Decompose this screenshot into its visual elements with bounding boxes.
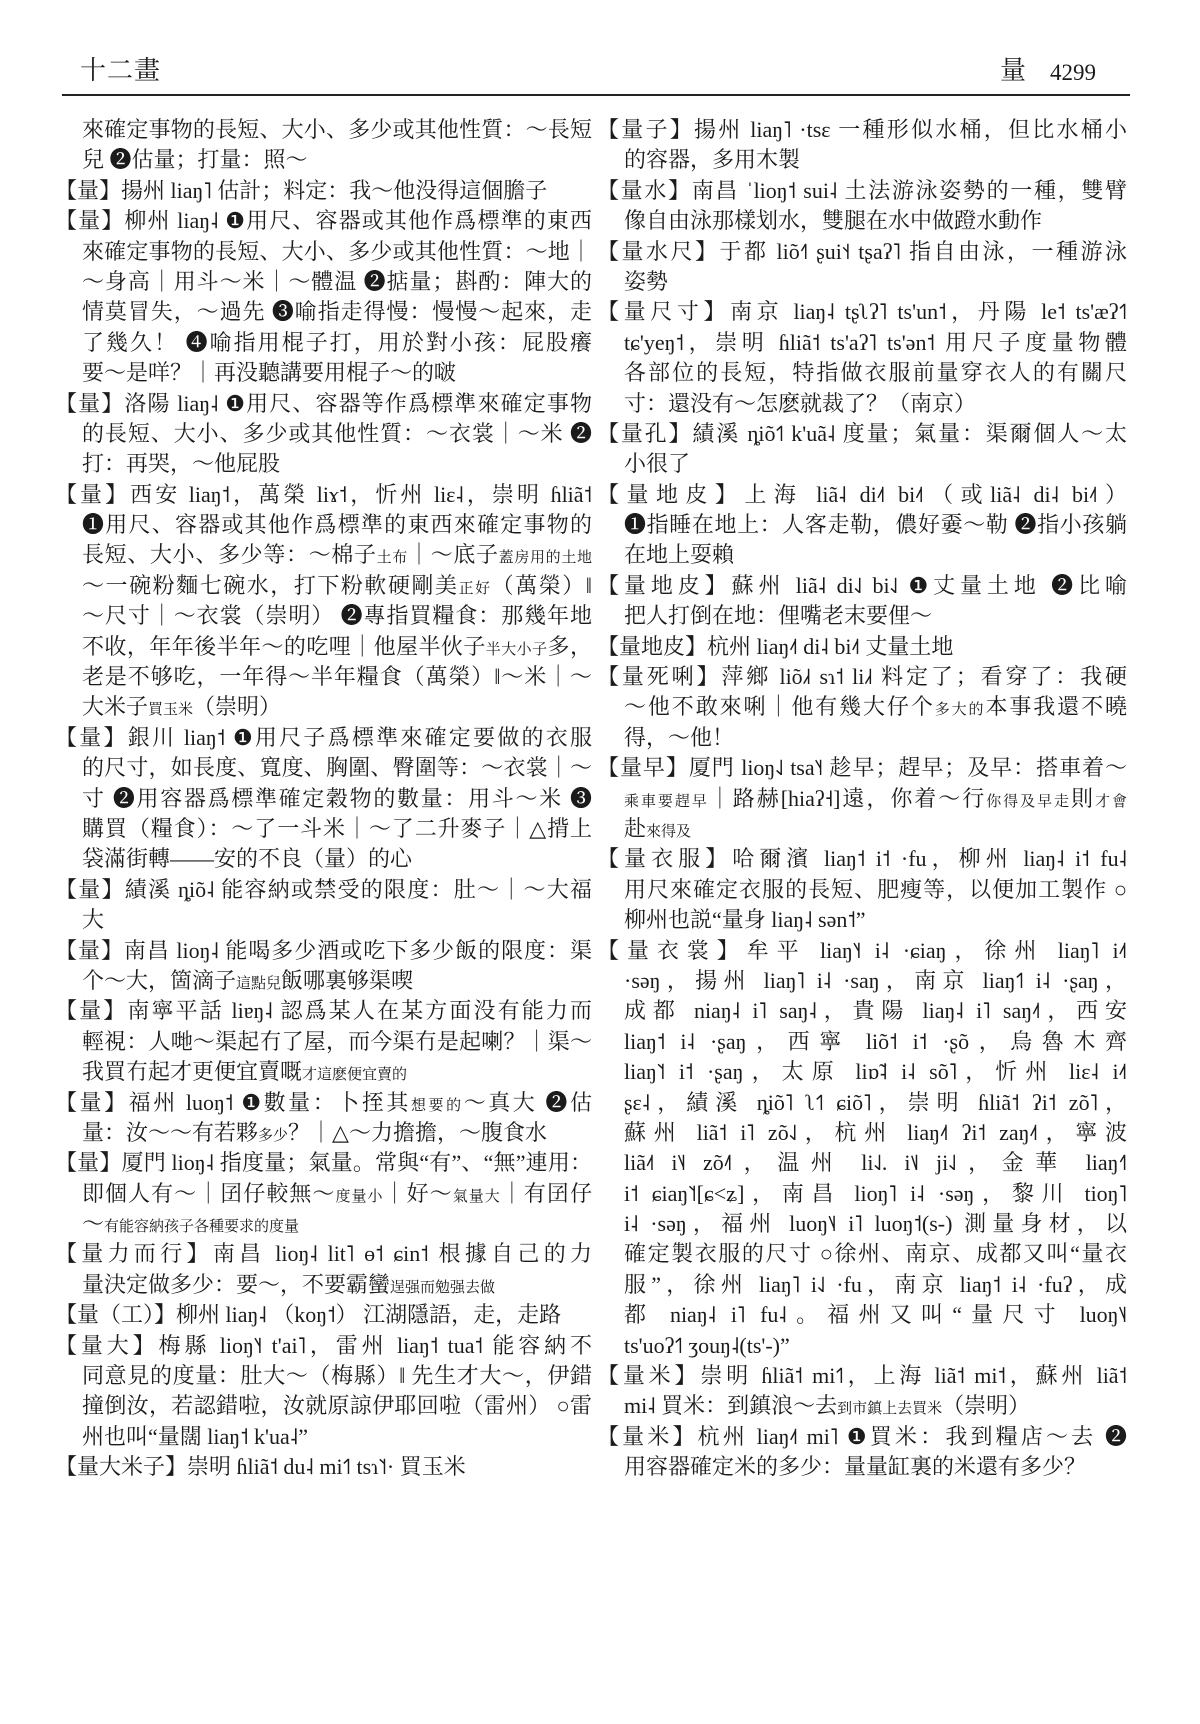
entry-head-line	[597, 237, 1127, 267]
gloss-note: 有能容納孩子各種要求的度量	[104, 1219, 300, 1236]
line-text: 用尺來確定衣服的長短、肥瘦等，以便加工製作 ○	[624, 876, 1127, 902]
dictionary-entry	[55, 1300, 592, 1330]
dictionary-entry	[55, 389, 592, 480]
left-column	[55, 115, 592, 1483]
gloss-note: 你得及早走	[986, 793, 1072, 810]
entry-head-line	[55, 1452, 592, 1482]
line-text: 寸 ❷用容器爲標準確定穀物的數量：用斗～米 ❸	[82, 785, 592, 811]
entry-line	[55, 1179, 592, 1209]
line-text: 確定製衣服的尺寸 ○徐州、南京、成都又叫“量衣	[624, 1241, 1127, 1267]
right-column	[597, 115, 1127, 1483]
dictionary-entry	[597, 419, 1127, 480]
line-text: 姿勢	[624, 268, 669, 294]
line-text: mi˨ 買米：到鎮浪～去	[624, 1393, 838, 1419]
gloss-note: 多大的	[934, 702, 986, 719]
entry-line	[55, 571, 592, 601]
entry-head-line	[597, 115, 1127, 145]
entry-line	[597, 1118, 1127, 1148]
line-text: 【量】西安 liaŋ˦，萬榮 liɤ˦，忻州 liɛ˨，崇明 ɦliã˦	[55, 481, 592, 507]
gloss-note: 度量小	[335, 1188, 384, 1205]
dictionary-entry	[55, 1331, 592, 1453]
line-text: ～真大 ❷估	[463, 1089, 592, 1115]
entry-head-line	[55, 1331, 592, 1361]
entry-head-line	[597, 419, 1127, 449]
entry-head-line	[55, 936, 592, 966]
entry-line	[597, 1300, 1127, 1330]
line-text: 【量大】梅縣 lioŋ˥˧ t'ai˥，雷州 liaŋ˦ tua˦ 能容納不	[55, 1332, 592, 1358]
line-text: 【量力而行】南昌 lioŋ˨ lit˥ ɵ˦ ɕin˦ 根據自己的力	[55, 1241, 592, 1267]
line-text: 【量（工）】柳州 liaŋ˨ （koŋ˦） 江湖隱語，走，走路	[55, 1302, 562, 1328]
entry-line	[597, 723, 1127, 753]
entry-head-line	[55, 1148, 592, 1178]
entry-head-line	[55, 1088, 592, 1118]
entry-head-line	[597, 1361, 1127, 1391]
line-text: 要～是咩？｜再没聽講要用棍子～的啵	[82, 360, 457, 386]
entry-line	[55, 784, 592, 814]
gloss-note: 想要的	[411, 1097, 464, 1114]
line-text: liã˨˦ i˥˨ zõ˨˥，温州 li˨˩. i˦˩ ji˨˩，金華 liaŋ˧˥	[624, 1150, 1127, 1176]
line-text: 來確定事物的長短、大小、多少或其他性質：～長短	[82, 117, 592, 142]
gloss-note: 土布	[376, 550, 408, 567]
dictionary-entry	[597, 1422, 1127, 1483]
entry-line	[55, 297, 592, 327]
gloss-note: 來得及	[646, 823, 692, 840]
line-text: （萬榮）‖	[491, 572, 592, 598]
line-text: 【量】柳州 liaŋ˨ ❶用尺、容器或其他作爲標準的東西	[55, 208, 592, 234]
line-text: 【量早】厦門 lioŋ˨˩ tsa˥˧ 趁早；趕早；及早：搭車着～	[597, 755, 1127, 781]
line-text: 大	[82, 907, 105, 933]
dictionary-entry	[597, 844, 1127, 935]
gloss-note: 才這麽便宜賣的	[302, 1067, 408, 1084]
entry-line	[55, 905, 592, 935]
line-text: 的尺寸，如長度、寬度、胸圍、臀圍等：～衣裳｜～	[82, 755, 592, 781]
line-text: 【量米】崇明 ɦliã˦ mi˦˥，上海 liã˦ mi˦，蘇州 liã˦	[597, 1363, 1127, 1389]
line-text: 來確定事物的長短、大小、多少或其他性質：～地｜	[82, 238, 592, 264]
running-headword: 量	[1000, 56, 1027, 85]
entry-line	[597, 1331, 1127, 1361]
line-text: 蘇州 liã˦ i˥ zõ˨˩，杭州 liaŋ˨˦ ʔi˦ zaŋ˨˦，寧波	[624, 1119, 1127, 1145]
dictionary-entry	[55, 1239, 592, 1300]
entry-line	[597, 905, 1127, 935]
entry-line	[55, 692, 592, 722]
line-text: 長短、大小、多少等：～棉子	[82, 542, 377, 568]
entry-line	[597, 966, 1127, 996]
dictionary-entry	[55, 875, 592, 936]
gloss-note: 蓋房用的土地	[498, 550, 592, 567]
entry-line	[55, 662, 592, 692]
line-text: 像自由泳那樣划水，雙腿在水中做蹬水動作	[624, 208, 1043, 234]
line-text: ～他不敢來唎｜他有幾大仔个	[624, 694, 935, 720]
line-text: 【量尺寸】南京 liaŋ˨ tʂʅʔ˥ ts'un˦，丹陽 le˦ ts'æʔ˦˥	[597, 299, 1127, 325]
line-text: 【量】厦門 lioŋ˨ 指度量；氣量。常與“有”、“無”連用：	[55, 1150, 592, 1176]
line-text: ｜好～	[383, 1180, 453, 1206]
line-text: 柳州也説“量身 liaŋ˨ sən˦”	[624, 907, 866, 933]
dictionary-entry	[597, 662, 1127, 753]
entry-line	[55, 814, 592, 844]
line-text: 我買冇起才更便宜賣嘅	[82, 1059, 303, 1085]
line-text: 【量】福州 luoŋ˦ ❶數量：卜挃其	[55, 1089, 411, 1115]
gloss-note: 這點兒	[236, 975, 282, 992]
line-text: 【量米】杭州 liaŋ˨˦ mi˥ ❶買米：我到糧店～去 ❷	[597, 1423, 1127, 1449]
line-text: ？｜△～力擔擔，～腹食水	[288, 1119, 547, 1145]
entry-line	[597, 1179, 1127, 1209]
line-text: 【量地皮】蘇州 liã˨ di˨˩ bi˨˩ ❶丈量土地 ❷比喻	[597, 572, 1127, 598]
line-text: 服”，徐州 liaŋ˥ i˨˩ ·fu，南京 liaŋ˦ i˨ ·fuʔ，成	[624, 1271, 1127, 1297]
gloss-note: 到市鎮上去買米	[837, 1401, 943, 1418]
entry-head-line	[55, 1300, 592, 1330]
entry-line	[55, 145, 592, 175]
entry-line	[597, 692, 1127, 722]
line-text: 州也叫“量闊 liaŋ˦ k'ua˨”	[82, 1423, 308, 1449]
entry-line	[597, 540, 1127, 570]
line-text: （崇明）	[193, 694, 282, 720]
line-text: 老是不够吃，一年得～半年糧食（萬榮）‖～米｜～	[82, 664, 592, 690]
line-text: 的容器，多用木製	[624, 147, 801, 173]
line-text: ～身高｜用斗～米｜～體温 ❷掂量；斟酌：陣大的	[82, 268, 592, 294]
entry-line	[597, 1391, 1127, 1421]
entry-line	[55, 966, 592, 996]
line-text: 輕視：人哋～渠起冇了屋，而今渠冇是起喇？｜渠～	[82, 1028, 592, 1054]
entry-line	[55, 601, 592, 631]
entry-line	[597, 1148, 1127, 1178]
line-text: ～	[82, 1211, 105, 1237]
entry-line	[55, 632, 592, 662]
dictionary-entry	[55, 1088, 592, 1149]
line-text: 量決定做多少：要～，不要霸蠻	[82, 1271, 391, 1297]
line-text: 撞倒汝，若認錯啦，汝就原諒伊耶回啦（雷州） ○雷	[82, 1393, 592, 1419]
line-text: 寸：還没有～怎麽就裁了？（南京）	[624, 390, 977, 416]
gloss-note: 氣量大	[452, 1188, 501, 1205]
dictionary-entry	[597, 632, 1127, 662]
line-text: ～尺寸｜～衣裳（崇明） ❷專指買糧食：那幾年地	[82, 603, 592, 629]
line-text: tɕ'yeŋ˦，崇明 ɦliã˦ ts'aʔ˥ ts'ən˦ 用尺子度量物體	[624, 329, 1127, 355]
entry-line	[55, 1027, 592, 1057]
line-text: 得，～他！	[624, 724, 735, 750]
line-text: 【量衣裳】牟平 liaŋ˥˧ i˨ ·ɕiaŋ，徐州 liaŋ˥ i˨˦	[597, 937, 1127, 963]
entry-line	[55, 1422, 592, 1452]
line-text: 在地上耍賴	[624, 542, 735, 568]
dictionary-entry	[597, 237, 1127, 298]
entry-line	[597, 328, 1127, 358]
line-text: 赴	[624, 815, 647, 841]
line-text: liaŋ˥˦ i˦ ·ʂaŋ，太原 liɒ̃˨ i˨ sõ˥，忻州 liɛ˨ i˨˦	[624, 1059, 1127, 1085]
entry-line	[55, 449, 592, 479]
entry-line	[55, 1270, 592, 1300]
entry-line	[597, 1452, 1127, 1482]
dictionary-entry	[597, 571, 1127, 632]
entry-head-line	[55, 1239, 592, 1269]
entry-line	[597, 1027, 1127, 1057]
line-text: ｜有囝仔	[500, 1180, 592, 1206]
dictionary-entry	[597, 115, 1127, 176]
line-text: 袋滿街轉——安的不良（量）的心	[82, 846, 413, 872]
entry-line	[55, 753, 592, 783]
entry-line	[55, 358, 592, 388]
line-text: ❶用尺、容器或其他作爲標準的東西來確定事物的	[82, 512, 592, 538]
entry-line	[55, 328, 592, 358]
line-text: i˨ ·səŋ，福州 luoŋ˥˨ i˥ luoŋ˦(s-) 測量身材，以	[624, 1211, 1127, 1237]
entry-line	[55, 115, 592, 145]
gloss-note: 半大小子	[485, 641, 548, 658]
section-label: 十二畫	[80, 56, 162, 85]
entry-head-line	[55, 996, 592, 1026]
entry-line	[55, 1209, 592, 1239]
entry-head-line	[55, 206, 592, 236]
line-text: 即個人有～｜囝仔較無～	[82, 1180, 336, 1206]
page-number: 4299	[1050, 60, 1096, 85]
line-text: 都 niaŋ˨ i˥ fu˨。福州又叫“量尺寸 luoŋ˥˨	[624, 1302, 1127, 1328]
entry-head-line	[597, 753, 1127, 783]
entry-line	[597, 1270, 1127, 1300]
line-text: 飯哪裏够渠喫	[281, 967, 414, 993]
entry-head-line	[597, 176, 1127, 206]
entry-line	[55, 540, 592, 570]
line-text: ts'uoʔ˦˥ ʒouŋ˨(ts'-)”	[624, 1332, 790, 1358]
dictionary-entry	[597, 297, 1127, 419]
entry-head-line	[597, 571, 1127, 601]
entry-head-line	[55, 723, 592, 753]
line-text: ｜路赫[hiaʔ˧]遠，你着～行	[708, 785, 987, 811]
entry-head-line	[55, 875, 592, 905]
entry-line	[55, 237, 592, 267]
entry-head-line	[597, 844, 1127, 874]
line-text: 【量衣服】哈爾濱 liaŋ˦ i˦ ·fu，柳州 liaŋ˨ i˦ fu˨	[597, 846, 1127, 872]
entry-line	[55, 1361, 592, 1391]
line-text: （崇明）	[942, 1393, 1031, 1419]
entry-head-line	[597, 662, 1127, 692]
entry-line	[55, 419, 592, 449]
entry-head-line	[55, 389, 592, 419]
entry-line	[55, 1118, 592, 1148]
line-text: liaŋ˦ i˨ ·ʂaŋ，西寧 liõ˦ i˦ ·ʂõ，烏魯木齊	[624, 1028, 1127, 1054]
entry-line	[597, 875, 1127, 905]
header-rule	[62, 94, 1130, 96]
line-text: 同意見的度量：肚大～（梅縣）‖ 先生才大～，伊錯	[82, 1363, 592, 1389]
entry-head-line	[597, 297, 1127, 327]
line-text: 【量子】揚州 liaŋ˥ ·tsɛ 一種形似水桶，但比水桶小	[597, 117, 1127, 142]
line-text: 不收，年年後半年～的吃哩｜他屋半伙子	[82, 633, 486, 659]
line-text: 【量大米子】崇明 ɦliã˦ du˨ mi˦˥ tsɿ˥˦· 買玉米	[55, 1454, 466, 1480]
dictionary-entry	[55, 936, 592, 997]
entry-line	[597, 267, 1127, 297]
line-text: ～一碗粉麵七碗水，打下粉軟硬剛美	[82, 572, 459, 598]
line-text: 【量】洛陽 liaŋ˨ ❶用尺、容器等作爲標準來確定事物	[55, 390, 592, 416]
entry-line	[597, 510, 1127, 540]
line-text: 个～大，箇滴子	[82, 967, 237, 993]
gloss-note: 買玉米	[148, 702, 194, 719]
entry-line	[597, 145, 1127, 175]
line-text: 成都 niaŋ˨ i˥ saŋ˨，貴陽 liaŋ˨ i˥ saŋ˨˦，西安	[624, 998, 1127, 1024]
line-text: ｜～底子	[407, 542, 499, 568]
line-text: 【量孔】績溪 ȵiõ˦˥ k'uã˨ 度量；氣量：渠爾個人～太	[597, 420, 1127, 446]
dictionary-entry	[597, 753, 1127, 844]
dictionary-entry	[55, 115, 592, 176]
line-text: 打：再哭，～他屁股	[82, 451, 281, 477]
line-text: 【量死唎】萍鄉 liõ˩˧ sɿ˦ li˩˧ 料定了；看穿了：我硬	[597, 664, 1127, 690]
gloss-note: 才會	[1095, 793, 1127, 810]
gloss-note: 乘車要趕早	[624, 793, 709, 810]
entry-line	[597, 814, 1127, 844]
dictionary-entry	[55, 996, 592, 1087]
dictionary-entry	[55, 480, 592, 723]
line-text: 【量地皮】杭州 liaŋ˨˦ di˨ bi˨˦ 丈量土地	[597, 633, 954, 659]
entry-line	[597, 449, 1127, 479]
entry-head-line	[597, 480, 1127, 510]
entry-line	[597, 358, 1127, 388]
gloss-note: 正好	[458, 580, 492, 597]
line-text: 量：汝～～有若夥	[82, 1119, 259, 1145]
line-text: 【量】南寧平話 liɐŋ˨ 認爲某人在某方面没有能力而	[55, 998, 592, 1024]
line-text: ·səŋ，揚州 liaŋ˥ i˨ ·saŋ，南京 liaŋ˦˥ i˨ ·ʂaŋ，	[624, 967, 1127, 993]
line-text: 【量水】南昌 ˈlioŋ˦ sui˨ 土法游泳姿勢的一種，雙臂	[597, 177, 1127, 203]
line-text: 購買（糧食）：～了一斗米｜～了二升麥子｜△揹上	[82, 815, 592, 841]
entry-line	[597, 1057, 1127, 1087]
dictionary-entry	[597, 176, 1127, 237]
entry-line	[597, 601, 1127, 631]
line-text: 用容器確定米的多少：量量缸裏的米還有多少？	[624, 1454, 1087, 1480]
entry-line	[55, 1391, 592, 1421]
line-text: 把人打倒在地：俚嘴老末要俚～	[624, 603, 933, 629]
entry-head-line	[55, 480, 592, 510]
entry-line	[55, 267, 592, 297]
entry-line	[597, 784, 1127, 814]
line-text: 【量】績溪 ȵiõ˨ 能容納或禁受的限度：肚～｜～大福	[55, 876, 592, 902]
entry-line	[55, 844, 592, 874]
entry-line	[55, 510, 592, 540]
line-text: ʂɛ˨，績溪 ȵiõ˥ ʅ˦˥ ɕiõ˥，崇明 ɦliã˦ ʔi˦ zõ˥，	[624, 1089, 1127, 1115]
line-text: 【量地皮】上海 liã˨ di˨˦ bi˨˦（或liã˨ di˨ bi˨˦）	[597, 481, 1127, 507]
line-text: ❶指睡在地上：人客走勒，儂好嫑～勒 ❷指小孩躺	[624, 512, 1127, 538]
dictionary-entry	[597, 480, 1127, 571]
line-text: 【量】銀川 liaŋ˦ ❶用尺子爲標準來確定要做的衣服	[55, 724, 592, 750]
dictionary-entry	[55, 176, 592, 206]
entry-line	[597, 1088, 1127, 1118]
dictionary-entry	[55, 1148, 592, 1239]
gloss-note: 多少	[258, 1127, 289, 1144]
line-text: 【量水尺】于都 liõ˧˥ ʂui˦˧ tʂaʔ˥ 指自由泳，一種游泳	[597, 238, 1127, 264]
entry-line	[597, 996, 1127, 1026]
dictionary-entry	[55, 723, 592, 875]
entry-head-line	[55, 176, 592, 206]
line-text: 各部位的長短，特指做衣服前量穿衣人的有關尺	[624, 360, 1127, 386]
entry-line	[597, 206, 1127, 236]
dictionary-entry	[597, 936, 1127, 1361]
line-text: 多，	[547, 633, 592, 659]
line-text: 小很了	[624, 451, 691, 477]
line-text: 了幾久！ ❹喻指用棍子打，用於對小孩：屁股癢	[82, 329, 592, 355]
gloss-note: 逞强而勉强去做	[390, 1279, 496, 1296]
line-text: 的長短、大小、多少或其他性質：～衣裳｜～米 ❷	[82, 420, 592, 446]
line-text: 情莫冒失，～過先 ❸喻指走得慢：慢慢～起來，走	[82, 299, 592, 325]
line-text: 【量】揚州 liaŋ˥ 估計；料定：我～他没得這個膽子	[55, 177, 548, 203]
entry-head-line	[597, 936, 1127, 966]
dictionary-entry	[597, 1361, 1127, 1422]
entry-head-line	[597, 1422, 1127, 1452]
entry-line	[597, 1209, 1127, 1239]
line-text: 則	[1071, 785, 1095, 811]
line-text: 兒 ❷估量；打量：照～	[82, 147, 308, 173]
line-text: 本事我還不曉	[985, 694, 1127, 720]
entry-head-line	[597, 632, 1127, 662]
entry-line	[597, 1239, 1127, 1269]
line-text: 【量】南昌 lioŋ˨ 能喝多少酒或吃下多少飯的限度：渠	[55, 937, 592, 963]
dictionary-entry	[55, 206, 592, 388]
line-text: 大米子	[82, 694, 149, 720]
entry-line	[55, 1057, 592, 1087]
dictionary-entry	[55, 1452, 592, 1482]
line-text: i˦ ɕiaŋ˥˦[ɕ<ʑ]，南昌 lioŋ˥ i˨ ·səŋ，黎川 tioŋ˥	[624, 1180, 1127, 1206]
entry-line	[597, 389, 1127, 419]
